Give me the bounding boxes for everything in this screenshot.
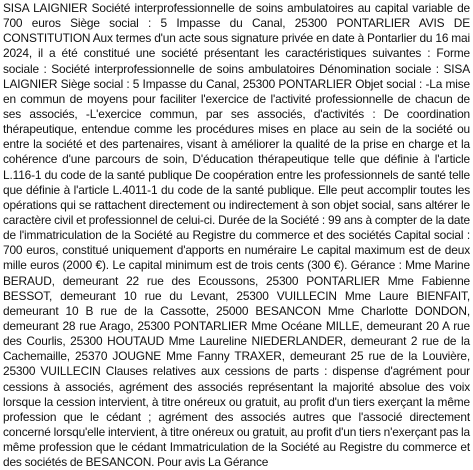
legal-notice-text: SISA LAIGNIER Société interprofessionnelle de soins ambulatoires au capital variable de 700 euros Siège social : 5 Impasse du Canal, 25300 PONTARLIER AVIS DE CONSTITUTION Aux termes d'un acte sous signature privée en date à Pontarlier du 16 mai 2024, il a été constitué une société présentant les caractéristiques suivantes : Forme sociale : Société interprofessionnelle de soins ambulatoires Dénomination sociale : SISA LAIGNIER Siège social : 5 Impasse du Canal, 25300 PONTARLIER Objet social : -La mise en commun de moyens pour faciliter l'exercice de l'activité professionnelle de chacun de ses associés, -L'exercice commun, par ses associés, d'activités : De coordination thérapeutique, entendue comme les procédures mises en place au sein de la société ou entre la société et des partenaires, visant à améliorer la qualité de la prise en charge et la cohérence d'une parcours de soin, D'éducation thérapeutique telle que définie à l'article L.116-1 du code de la santé publique De coopération entre les professionnels de santé telle que définie à l'article L.4011-1 du code de la santé publique. Elle peut accomplir toutes les opérations qui se rattachent directement ou indirectement à son objet social, sans altérer le caractère civil et professionnel de celui-ci. Durée de la Société : 99 ans à compter de la date de l'immatriculation de la Société au Registre du commerce et des sociétés Capital social : 700 euros, constitué uniquement d'apports en numéraire Le capital maximum est de deux mille euros (2000 €). Le capital minimum est de trois cents (300 €). Gérance : Mme Marine BERAUD, demeurant 22 rue des Ecoussons, 25300 PONTARLIER Mme Fabienne BESSOT, demeurant 10 rue du Levant, 25300 VUILLECIN Mme Laure BIENFAIT, demeurant 10 B rue de la Cassotte, 25000 BESANCON Mme Charlotte DONDON, demeurant 28 rue Arago, 25300 PONTARLIER Mme Océane MILLE, demeurant 20 A rue des Courlis, 25300 HOUTAUD Mme Laureline NIEDERLANDER, demeurant 2 rue de la Cachemaille, 25370 JOUGNE Mme Fanny TRAXER, demeurant 25 rue de la Louvière, 25300 VUILLECIN Clauses relatives aux cessions de parts : dispense d'agrément pour cessions à associés, agrément des associés représentant la majorité absolue des voix lorsque la cession intervient, à titre onéreux ou gratuit, au profit d'un tiers exerçant la même profession que le cédant ; agrément des associés autres que l'associé directement concerné lorsqu'elle intervient, à titre onéreux ou gratuit, au profit d'un tiers n'exerçant pas la même profession que le cédant Immatriculation de la Société au Registre du commerce et des sociétés de BESANCON. Pour avis La Gérance (3, 1, 470, 470)
